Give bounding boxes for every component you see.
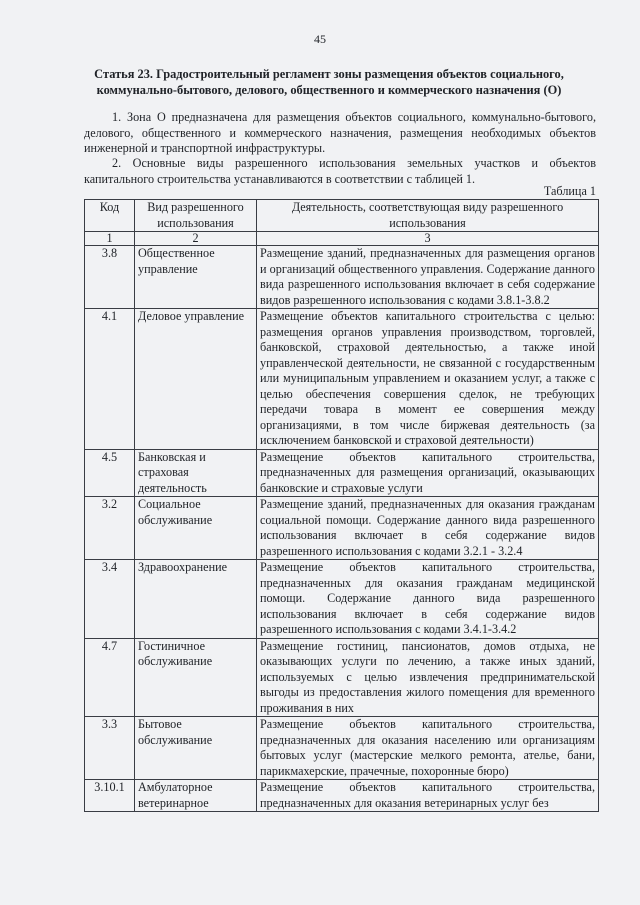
header-code: Код (85, 200, 135, 232)
row-activity: Размещение объектов капитального строительства, предназначенных для оказания гражданам медицинской помощи. Содержание данного вида разрешенного использования включает в себя содержание видов разрешенного использования с кодами 3.4.1-3.4.2 (257, 560, 599, 639)
row-code: 3.4 (85, 560, 135, 639)
row-activity: Размещение объектов капитального строительства, предназначенных для оказания ветеринарных услуг без (257, 780, 599, 812)
header-activity: Деятельность, соответствующая виду разрешенного использования (257, 200, 599, 232)
row-code: 4.5 (85, 449, 135, 497)
table-row (85, 717, 599, 780)
row-code: 3.3 (85, 717, 135, 780)
regulation-table (84, 199, 599, 812)
row-use-type: Гостиничное обслуживание (135, 638, 257, 717)
row-activity: Размещение объектов капитального строительства, предназначенных для размещения организаций, оказывающих банковские и страховые услуги (257, 449, 599, 497)
row-activity: Размещение зданий, предназначенных для размещения органов и организаций общественного управления. Содержание данного вида разрешенного использования включает в себя содержание видов разрешенного использования с кодами 3.8.1-3.8.2 (257, 246, 599, 309)
article-title: Статья 23. Градостроительный регламент зоны размещения объектов социального, коммунально-бытового, делового, общественного и коммерческого назначения (О) (94, 67, 564, 97)
table-row (85, 246, 599, 309)
row-activity: Размещение зданий, предназначенных для оказания гражданам социальной помощи. Содержание данного вида разрешенного использования включает в себя содержание видов разрешенного использования с кодами 3.2.1 - 3.2.4 (257, 497, 599, 560)
table-row (85, 638, 599, 717)
column-number-3: 3 (257, 232, 599, 246)
column-number-row (85, 232, 599, 246)
row-activity: Размещение гостиниц, пансионатов, домов отдыха, не оказывающих услуги по лечению, а также иных зданий, используемых с целью извлечения предпринимательской выгоды из предоставления жилого помещения для временного проживания в них (257, 638, 599, 717)
row-code: 3.10.1 (85, 780, 135, 812)
row-use-type: Банковская и страховая деятельность (135, 449, 257, 497)
table-row (85, 780, 599, 812)
row-use-type: Социальное обслуживание (135, 497, 257, 560)
table-row (85, 309, 599, 450)
row-activity: Размещение объектов капитального строительства, предназначенных для оказания населению или организациям бытовых услуг (мастерские мелкого ремонта, ателье, бани, парикмахерские, прачечные, похоронные бюро) (257, 717, 599, 780)
table-row (85, 497, 599, 560)
table-row (85, 449, 599, 497)
row-use-type: Здравоохранение (135, 560, 257, 639)
row-use-type: Деловое управление (135, 309, 257, 450)
table-caption: Таблица 1 (543, 184, 596, 198)
paragraph-2: 2. Основные виды разрешенного использования земельных участков и объектов капитального строительства устанавливаются в соответствии с таблицей 1. (84, 156, 596, 186)
paragraph-1: 1. Зона О предназначена для размещения объектов социального, коммунально-бытового, делового, общественного и коммерческого назначения, размещения необходимых объектов инженерной и транспортной инфраструктуры. (84, 110, 596, 155)
row-code: 4.7 (85, 638, 135, 717)
table-row (85, 560, 599, 639)
row-activity: Размещение объектов капитального строительства с целью: размещения органов управления производством, торговлей, банковской, страховой деятельностью, а также иной управленческой деятельности, не связанной с государственным или муниципальным управлением и оказанием услуг, а также с целью обеспечения совершения сделок, не требующих передачи товара в момент ее совершения между организациями, в том числе биржевая деятельность (за исключением банковской и страховой деятельности) (257, 309, 599, 450)
row-use-type: Общественное управление (135, 246, 257, 309)
row-code: 3.8 (85, 246, 135, 309)
column-number-1: 1 (85, 232, 135, 246)
table-header-row (85, 200, 599, 232)
row-use-type: Бытовое обслуживание (135, 717, 257, 780)
row-code: 3.2 (85, 497, 135, 560)
column-number-2: 2 (135, 232, 257, 246)
header-use-type: Вид разрешенного использования (135, 200, 257, 232)
row-use-type: Амбулаторное ветеринарное (135, 780, 257, 812)
page-number: 45 (314, 32, 326, 46)
row-code: 4.1 (85, 309, 135, 450)
